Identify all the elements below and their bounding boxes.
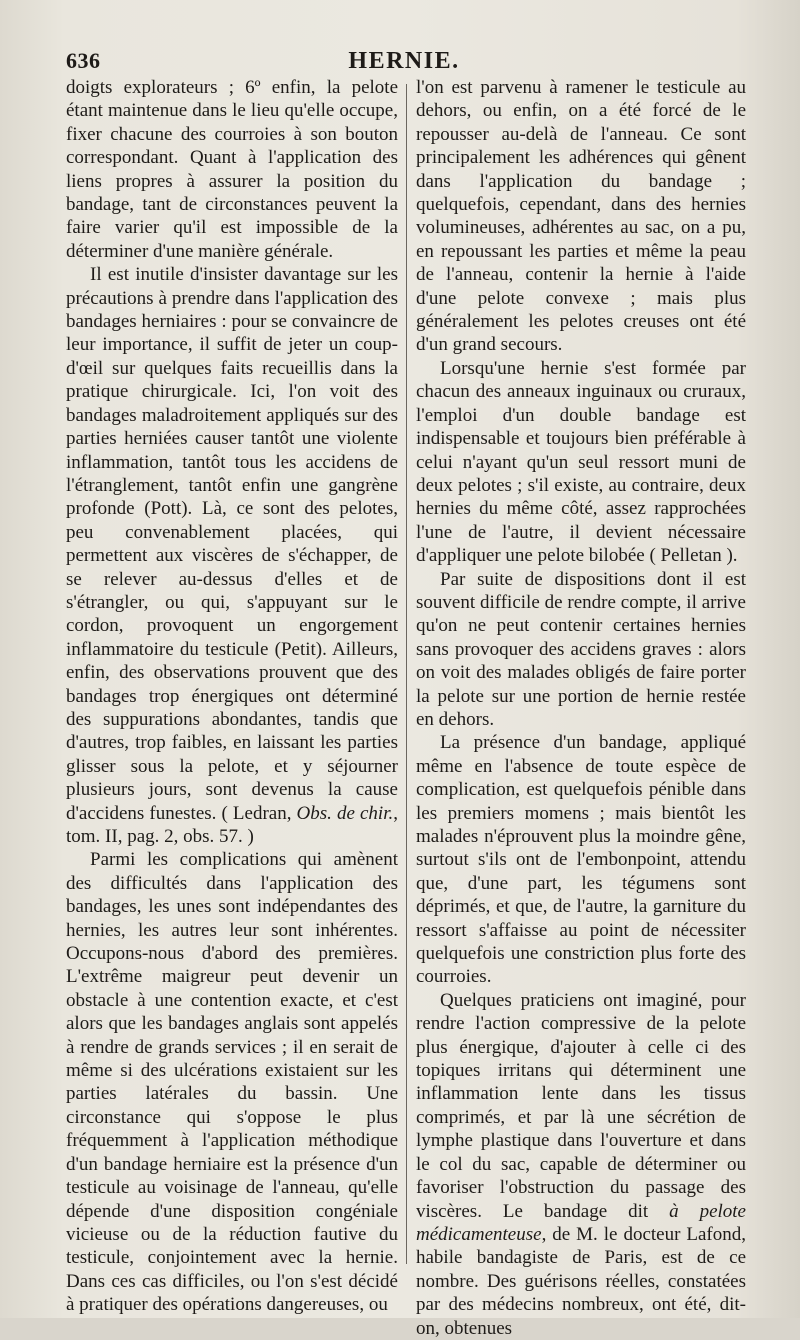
paragraph-text: Quelques praticiens ont imaginé, pour rendre l'action compressive de la pelote plus énergique, d'ajouter à celle ci des topiques irritans qui déterminent une inflammation lente dans les tissus comprimés, et par là une sécrétion de lymphe plastique dans l'ouverture et dans le col du sac, capable de déterminer ou favoriser l'obstruction du passage des viscères. Le bandage dit [416, 989, 746, 1222]
bandage-name: à pelote médicamenteuse [416, 1200, 746, 1245]
text-columns [66, 76, 746, 1339]
paragraph-text: Il est inutile d'insister davantage sur les précautions à prendre dans l'application des bandages herniaires : pour se convaincre de leur importance, il suffit de jeter un coup-d'œil sur quelques faits recueillis dans la pratique chirurgicale. Ici, l'on voit des bandages maladroitement appliqués sur des parties herniées causer tantôt une violente inflammation, tantôt tous les accidens de l'étranglement, tantôt enfin une gangrène profonde (Pott). Là, ce sont des pelotes, peu convenablement placées, qui permettent aux viscères de s'échapper, de se relever au-dessus d'elles et de s'étrangler, ou qui, s'appuyant sur le cordon, provoquent un engorgement inflammatoire du testicule (Petit). Ailleurs, enfin, des observations prouvent que des bandages trop énergiques ont déterminé des suppurations abondantes, tandis que d'autres, trop faibles, en laissant les parties glisser sous la pelote, et y séjourner plusieurs jours, sont devenus la cause d'accidens funestes. ( Ledran, [66, 264, 398, 824]
running-title: HERNIE. [348, 48, 460, 74]
paragraph: doigts explorateurs ; 6º enfin, la pelote étant maintenue dans le lieu qu'elle occupe, fixer chacune des courroies à son bouton correspondant. Quant à l'application des liens propres à assurer la position du bandage, tant de circonstances peuvent la faire varier qu'il est impossible de la déterminer d'une manière générale. [66, 77, 398, 262]
paragraph: Lorsqu'une hernie s'est formée par chacun des anneaux inguinaux ou cruraux, l'emploi d'un double bandage est indispensable et toujours bien préférable à celui n'ayant qu'un seul ressort muni de deux pelotes ; s'il existe, au contraire, deux hernies du même côté, assez rapprochées l'une de l'autre, il devient nécessaire d'appliquer une pelote bilobée ( Pelletan ). [416, 357, 746, 567]
paragraph: l'on est parvenu à ramener le testicule au dehors, ou enfin, on a été forcé de le repousser au-delà de l'anneau. Ce sont principalement les adhérences qui gênent dans l'application du bandage ; quelquefois, cependant, dans des hernies volumineuses, adhérentes au sac, on a pu, en repoussant les parties et même la peau de l'anneau, contenir la hernie à l'aide d'une pelote convexe ; mais plus généralement les pelotes creuses ont été d'un grand secours. [416, 77, 746, 356]
paragraph: Parmi les complications qui amènent des difficultés dans l'application des bandages, les unes sont indépendantes des hernies, les autres leur sont inhérentes. Occupons-nous d'abord des premières. L'extrême maigreur peut devenir un obstacle à une contention exacte, et c'est alors que les bandages anglais sont appelés à rendre de grands services ; il en serait de même si des ulcérations existaient sur les parties latérales du bassin. Une circonstance qui s'oppose le plus fréquemment à l'application méthodique d'un bandage herniaire est la présence d'un testicule au voisinage de l'anneau, qu'elle dépende d'une disposition congéniale vicieuse ou de la réduction fautive du testicule, conjointement avec la hernie. Dans ces cas difficiles, ou l'on s'est décidé à pratiquer des opérations dangereuses, ou [66, 849, 398, 1316]
paragraph: La présence d'un bandage, appliqué même en l'absence de toute espèce de complication, est quelquefois pénible dans les premiers momens ; mais bientôt les malades n'éprouvent plus la moindre gêne, surtout s'ils ont de l'embonpoint, attendu que, d'une part, les tégumens sont déprimés, et que, de l'autre, la garniture du ressort s'affaisse au point de nécessiter quelquefois une constriction plus forte des courroies. [416, 732, 746, 988]
left-column [66, 76, 398, 1316]
paragraph-text: , de M. le docteur Lafond, habile bandagiste de Paris, est de ce nombre. Des guérisons réelles, constatées par des médecins nombreux, ont été, dit-on, obtenues [416, 1223, 746, 1339]
paragraph: Par suite de dispositions dont il est souvent difficile de rendre compte, il arrive qu'on ne peut contenir certaines hernies sans provoquer des accidens graves : alors on voit des malades obligés de faire porter la pelote sur une portion de hernie restée en dehors. [416, 568, 746, 730]
paragraph [66, 263, 398, 848]
column-divider [406, 84, 407, 1264]
page-number: 636 [66, 48, 101, 73]
paragraph-text: , tom. II, pag. 2, obs. 57. ) [66, 802, 398, 847]
right-column [416, 76, 746, 1339]
citation-title: Obs. de chir. [296, 802, 394, 824]
paragraph [416, 989, 746, 1340]
